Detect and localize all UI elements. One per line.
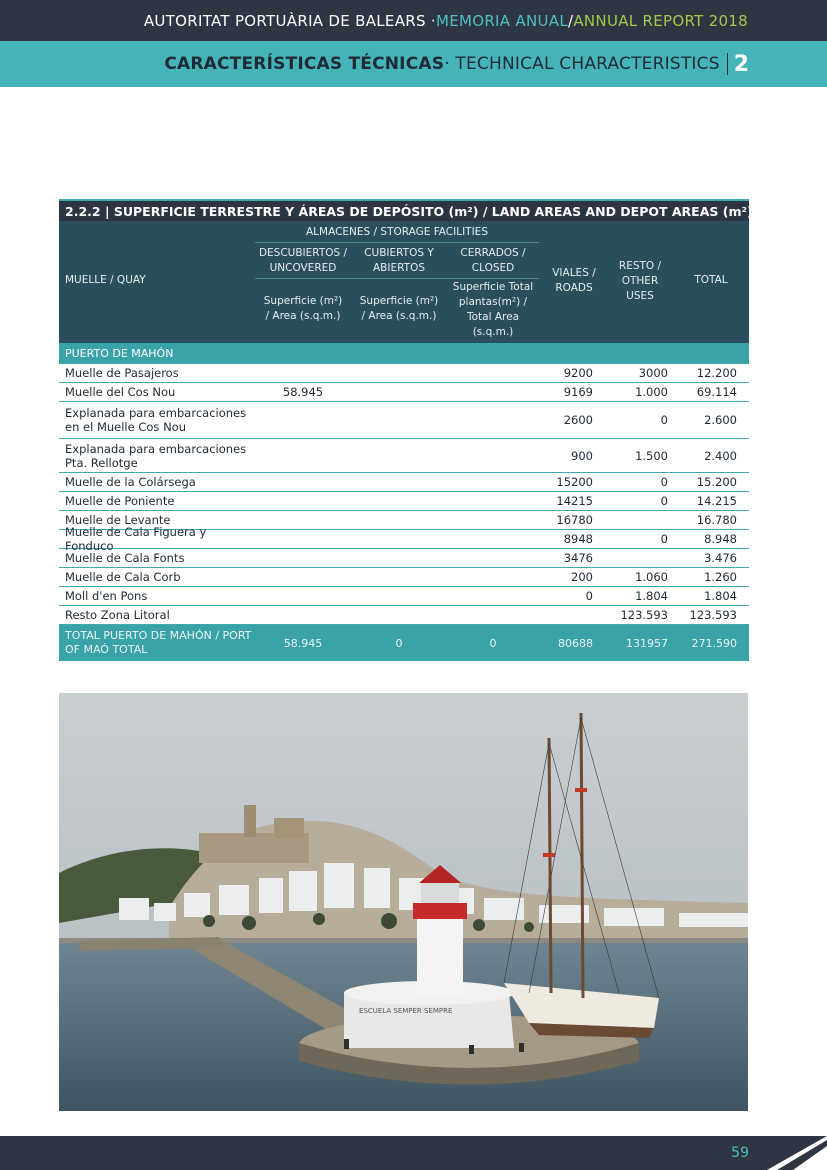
- cell-uncovered: 58.945: [282, 385, 324, 399]
- table-row: [59, 525, 749, 553]
- cell-roads: 16780: [556, 513, 593, 527]
- cell-total: 1.260: [704, 570, 737, 584]
- cell-total: 2.600: [704, 413, 737, 427]
- header-org: AUTORITAT PORTUÀRIA DE BALEARS ·: [143, 11, 436, 30]
- cell-roads: 9200: [563, 366, 593, 380]
- table-title: 2.2.2 | SUPERFICIE TERRESTRE Y ÁREAS DE DEPÓSITO (m²) / LAND AREAS AND DEPOT AREAS (m²): [59, 199, 749, 221]
- cell-quay: Moll d'en Pons: [65, 589, 148, 603]
- cell-roads: 8948: [563, 532, 593, 546]
- total-roads: 80688: [558, 636, 593, 650]
- section-title-en: · TECHNICAL CHARACTERISTICS: [444, 54, 720, 74]
- table-row: [59, 439, 749, 473]
- table-row: [59, 587, 749, 606]
- cell-quay: Resto Zona Litoral: [65, 608, 170, 622]
- cell-quay: Explanada para embarcaciones Pta. Rellotge: [65, 441, 247, 470]
- lighthouse-lettering: ESCUELA SEMPER SEMPRE: [359, 1007, 453, 1015]
- cell-other: 3000: [638, 366, 668, 380]
- header-covered: CUBIERTOS Y ABIERTOS: [364, 247, 434, 274]
- cell-total: 2.400: [704, 448, 737, 463]
- cell-quay: Explanada para embarcaciones en el Muelle Cos Nou: [65, 406, 247, 434]
- cell-total: 123.593: [689, 608, 737, 622]
- cell-other: 1.500: [635, 448, 668, 463]
- header-quay: MUELLE / QUAY: [65, 274, 146, 286]
- cell-total: 69.114: [696, 385, 737, 399]
- cell-roads: 15200: [556, 475, 593, 489]
- cell-total: 16.780: [696, 513, 737, 527]
- section-title-es: CARACTERÍSTICAS TÉCNICAS: [164, 54, 445, 74]
- cell-other: 1.804: [635, 589, 668, 603]
- cell-quay: Muelle de la Colársega: [65, 475, 196, 489]
- header-area-closed: Superficie Total plantas(m²) / Total Area (s.q.m.): [452, 281, 534, 338]
- header-annual: ANNUAL REPORT 2018: [573, 11, 748, 30]
- section-band: [0, 41, 827, 87]
- header-other: RESTO / OTHER USES: [618, 260, 662, 302]
- total-uncovered: 58.945: [283, 636, 323, 650]
- section-separator: [727, 53, 728, 75]
- footer-stripe-decoration: [757, 1136, 827, 1170]
- cell-quay: Muelle de Levante: [65, 513, 171, 527]
- cell-other: 1.060: [635, 570, 668, 584]
- cell-other: 0: [660, 494, 668, 508]
- table-row: [59, 606, 749, 625]
- total-other: 131957: [626, 636, 668, 650]
- header-roads: VIALES / ROADS: [552, 267, 596, 294]
- header-divider: [255, 278, 539, 279]
- land-areas-table: [59, 199, 753, 661]
- cell-quay: Muelle de Cala Figuera y Fonduco: [65, 525, 207, 553]
- cell-total: 12.200: [696, 366, 737, 380]
- header-memoria: MEMORIA ANUAL: [435, 11, 568, 30]
- page-number: 59: [731, 1145, 749, 1161]
- table-row: [59, 383, 749, 402]
- cell-total: 15.200: [696, 475, 737, 489]
- top-header: [0, 0, 827, 41]
- cell-quay: Muelle de Pasajeros: [65, 366, 179, 380]
- port-photo: [59, 693, 748, 1111]
- total-closed: 0: [489, 636, 497, 650]
- total-total: 271.590: [691, 636, 737, 650]
- table-body: [59, 364, 749, 625]
- chapter-number: 2: [733, 51, 749, 77]
- cell-quay: Muelle de Cala Corb: [65, 570, 181, 584]
- table-header: [59, 221, 749, 343]
- table-row: [59, 492, 749, 511]
- total-covered: 0: [395, 636, 403, 650]
- cell-total: 3.476: [704, 551, 737, 565]
- table-row: [59, 568, 749, 587]
- table-row: [59, 364, 749, 383]
- section-row-mahon: PUERTO DE MAHÓN: [59, 343, 749, 364]
- table-row: [59, 473, 749, 492]
- cell-other: 0: [660, 475, 668, 489]
- lighthouse-photo: [59, 693, 748, 1111]
- cell-roads: 0: [585, 589, 593, 603]
- cell-total: 1.804: [704, 589, 737, 603]
- header-slash: /: [567, 11, 574, 30]
- cell-roads: 200: [571, 570, 593, 584]
- cell-other: 1.000: [635, 385, 668, 399]
- cell-quay: Muelle del Cos Nou: [65, 385, 176, 399]
- page-footer: [0, 1136, 827, 1170]
- cell-quay: Muelle de Poniente: [65, 494, 175, 508]
- total-row: [59, 625, 749, 661]
- cell-total: 14.215: [696, 494, 737, 508]
- table-row: [59, 549, 749, 568]
- cell-roads: 3476: [563, 551, 593, 565]
- header-closed: CERRADOS / CLOSED: [460, 247, 526, 274]
- cell-other: 0: [660, 413, 668, 427]
- total-label: TOTAL PUERTO DE MAHÓN / PORT OF MAÓ TOTAL: [65, 629, 252, 656]
- cell-total: 8.948: [704, 532, 737, 546]
- cell-roads: 9169: [563, 385, 593, 399]
- cell-quay: Muelle de Cala Fonts: [65, 551, 185, 565]
- header-total: TOTAL: [694, 274, 728, 286]
- header-area-covered: Superficie (m²) / Area (s.q.m.): [359, 295, 439, 322]
- header-uncovered: DESCUBIERTOS / UNCOVERED: [258, 247, 348, 274]
- header-area-uncovered: Superficie (m²) / Area (s.q.m.): [263, 295, 343, 322]
- cell-roads: 900: [571, 448, 593, 463]
- cell-roads: 14215: [556, 494, 593, 508]
- header-divider: [255, 242, 539, 243]
- cell-other: 123.593: [620, 608, 668, 622]
- table-row: [59, 402, 749, 439]
- cell-roads: 2600: [563, 413, 593, 427]
- cell-other: 0: [660, 532, 668, 546]
- header-storage: ALMACENES / STORAGE FACILITIES: [305, 226, 488, 238]
